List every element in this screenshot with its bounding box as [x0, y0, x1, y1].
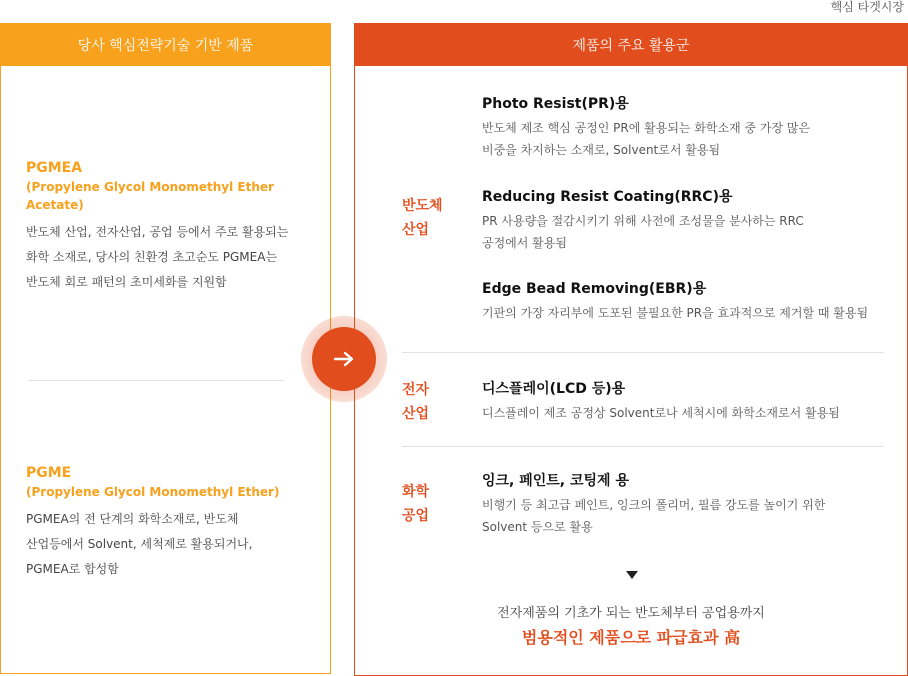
- desc-line: 화학 소재로, 당사의 친환경 초고순도 PGMEA는: [26, 250, 278, 264]
- desc-line: PGMEA로 합성함: [26, 562, 119, 576]
- product-full-name: (Propylene Glycol Monomethyl Ether Acetate): [26, 180, 274, 212]
- triangle-down-icon: [626, 571, 638, 579]
- category-label-line: 산업: [402, 222, 430, 238]
- usage-item: [482, 279, 902, 324]
- category-label-line: 산업: [402, 406, 430, 422]
- category-semiconductor: [402, 194, 443, 242]
- usage-description: [482, 117, 902, 161]
- usage-item: [482, 94, 902, 161]
- desc-line: 반도체 제조 핵심 공정인 PR에 활용되는 화학소재 중 가장 많은: [482, 121, 811, 135]
- right-panel: [354, 23, 908, 676]
- category-divider: [402, 352, 884, 353]
- category-label-line: 화학: [402, 484, 430, 500]
- desc-line: 공정에서 활용됨: [482, 236, 567, 250]
- product-name: PGME: [26, 465, 72, 481]
- category-label-line: 공업: [402, 508, 430, 524]
- product-pgmea: [26, 158, 330, 295]
- usage-description: [482, 210, 902, 254]
- desc-line: 산업등에서 Solvent, 세척제로 활용되거나,: [26, 537, 253, 551]
- usage-title: Photo Resist(PR)용: [482, 96, 629, 112]
- top-label: 핵심 타겟시장: [830, 0, 904, 14]
- desc-line: 기판의 가장 자리부에 도포된 불필요한 PR을 효과적으로 제거할 때 활용됨: [482, 306, 869, 320]
- left-divider: [29, 380, 285, 381]
- product-description: [26, 220, 330, 295]
- usage-item: [482, 379, 902, 424]
- desc-line: PR 사용량을 절감시키기 위해 사전에 조성물을 분사하는 RRC: [482, 214, 804, 228]
- usage-title: 잉크, 페인트, 코팅제 용: [482, 473, 629, 489]
- desc-line: Solvent 등으로 활용: [482, 520, 593, 534]
- desc-line: 비중을 차지하는 소재로, Solvent로서 활용됨: [482, 143, 721, 157]
- usage-description: [482, 494, 902, 538]
- desc-line: 반도체 산업, 전자산업, 공업 등에서 주로 활용되는: [26, 225, 289, 239]
- category-chemical: [402, 480, 429, 528]
- product-pgme: [26, 463, 279, 582]
- desc-line: 반도체 회로 패턴의 초미세화를 지원함: [26, 275, 227, 289]
- desc-line: PGMEA의 전 단계의 화학소재로, 반도체: [26, 512, 239, 526]
- usage-description: [482, 402, 902, 424]
- summary-highlight: 범용적인 제품으로 파급효과 高: [521, 628, 741, 647]
- usage-title: Reducing Resist Coating(RRC)용: [482, 189, 733, 205]
- category-label-line: 반도체: [402, 198, 443, 214]
- left-panel-header: 당사 핵심전략기술 기반 제품: [1, 24, 330, 66]
- summary-line: 전자제품의 기초가 되는 반도체부터 공업용까지: [497, 606, 765, 621]
- usage-item: [482, 471, 902, 538]
- usage-title: 디스플레이(LCD 등)용: [482, 381, 626, 397]
- category-label-line: 전자: [402, 382, 430, 398]
- desc-line: 디스플레이 제조 공정상 Solvent로나 세척시에 화학소재로서 활용됨: [482, 406, 840, 420]
- category-divider: [402, 446, 884, 447]
- right-panel-header: 제품의 주요 활용군: [355, 24, 907, 66]
- category-electronics: [402, 378, 429, 426]
- usage-description: [482, 302, 902, 324]
- product-description: [26, 507, 279, 582]
- usage-item: [482, 187, 902, 254]
- product-full-name: (Propylene Glycol Monomethyl Ether): [26, 485, 280, 499]
- usage-title: Edge Bead Removing(EBR)용: [482, 281, 707, 297]
- product-name: PGMEA: [26, 160, 83, 176]
- desc-line: 비행기 등 최고급 페인트, 잉크의 폴리머, 필름 강도를 높이기 위한: [482, 498, 826, 512]
- arrow-right-icon: [312, 327, 376, 391]
- left-panel: [0, 23, 331, 674]
